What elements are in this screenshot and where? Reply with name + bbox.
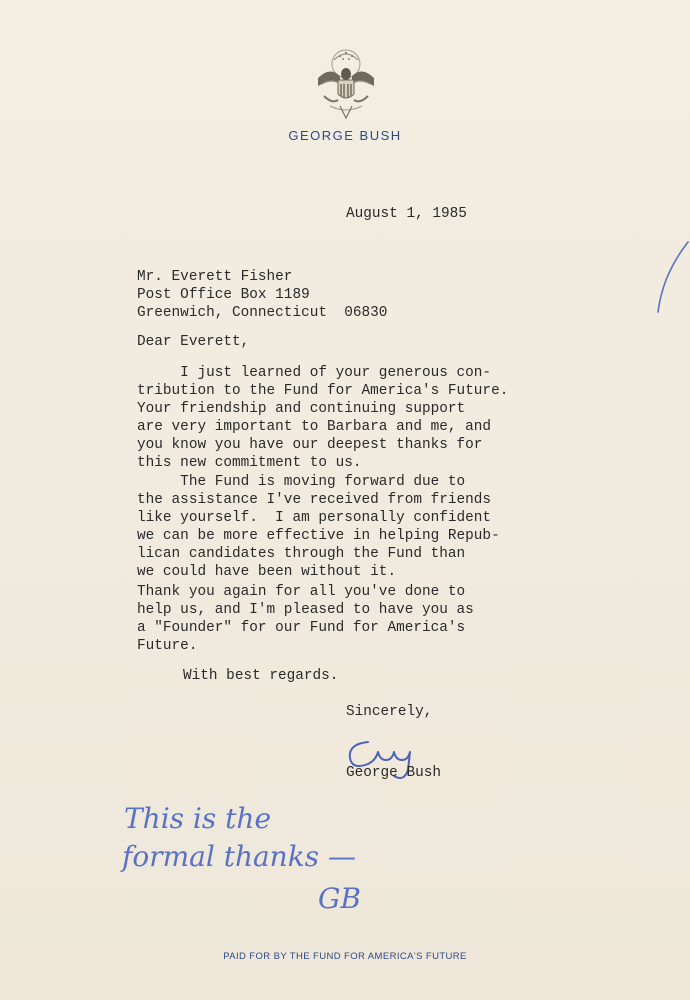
regards-line: With best regards.: [183, 668, 339, 684]
letterhead-name: GEORGE BUSH: [288, 128, 402, 143]
body-paragraph-1: I just learned of your generous con- tribution to the Fund for America's Future. Your friendship and continuing support are very important to Barbara and me, and you know you have our deepest thanks for this new commitment to us.: [137, 365, 509, 471]
signer-name: George Bush: [346, 765, 441, 781]
stray-pen-mark: [630, 240, 690, 320]
vice-presidential-seal-icon: [310, 44, 382, 122]
handwritten-initials: GB: [318, 882, 361, 915]
recipient-line-3: Greenwich, Connecticut 06830: [137, 305, 388, 321]
letter-date: August 1, 1985: [346, 206, 467, 222]
recipient-name: Mr. Everett Fisher: [137, 269, 293, 285]
body-paragraph-2: The Fund is moving forward due to the assistance I've received from friends like yourself. I am personally confident we can be more effective in helping Repub- lican candidates through the Fund than we could have been without it.: [137, 474, 500, 580]
salutation: Dear Everett,: [137, 334, 250, 350]
footer-disclaimer: PAID FOR BY THE FUND FOR AMERICA'S FUTURE: [223, 951, 467, 962]
body-paragraph-3: Thank you again for all you've done to help us, and I'm pleased to have you as a "Founder" for our Fund for America's Future.: [137, 584, 474, 654]
handwritten-note: [118, 798, 488, 918]
recipient-line-2: Post Office Box 1189: [137, 287, 310, 303]
handwritten-line-1: This is the: [124, 802, 272, 835]
recipient-address: [137, 268, 387, 322]
closing-line: Sincerely,: [346, 704, 433, 720]
handwritten-line-2: formal thanks —: [122, 840, 356, 873]
